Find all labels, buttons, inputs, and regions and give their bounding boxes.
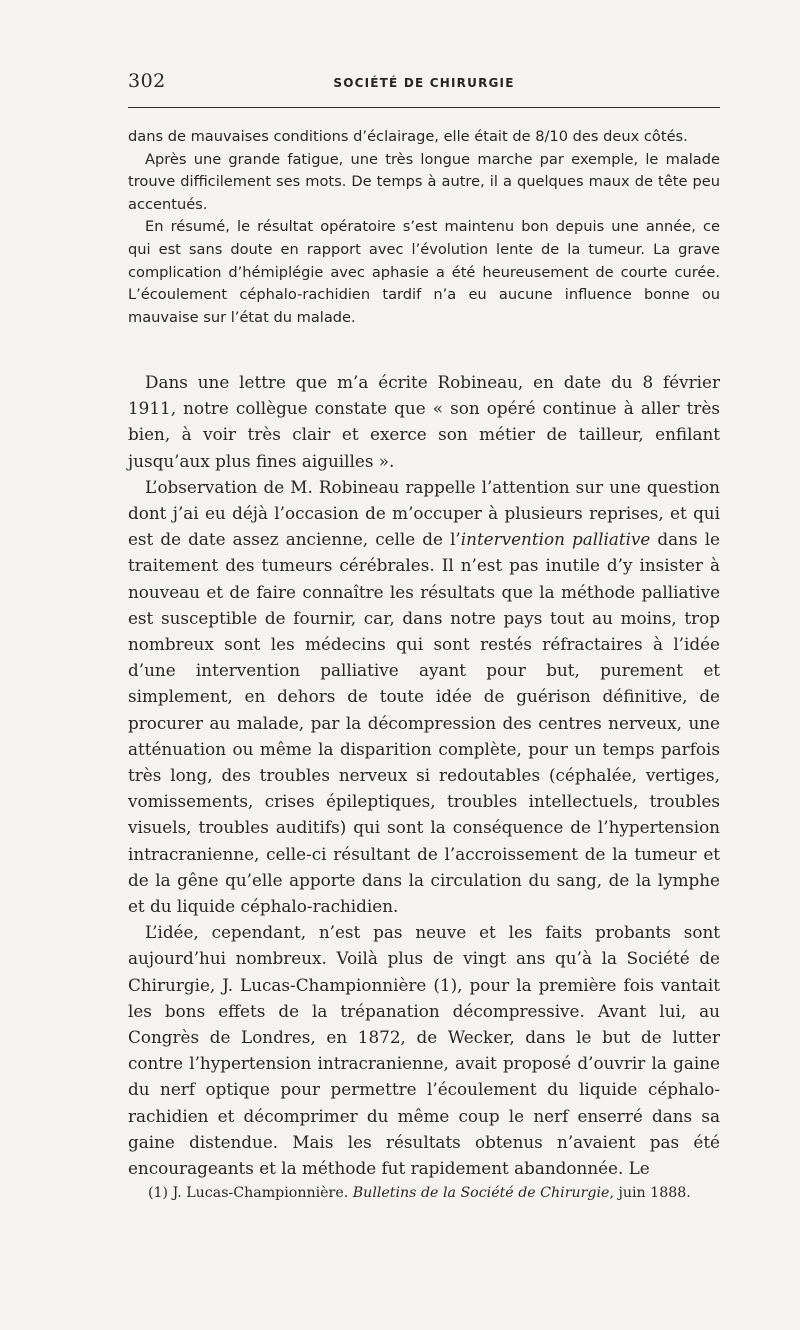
discussion-paragraph-2-end: dans le traitement des tumeurs cérébrales. Il n’est pas inutile d’y insister à nouveau et de faire connaître les résultats que la méthode palliative est susceptible de fournir, car, dans notre pays tout au moins, trop nombreux sont les médecins qui sont restés réfractaires à l’idée d’une intervention palliative ayant pour but, purement et simplement, en dehors de toute idée de guérison définitive, de procurer au malade, par la décompression des centres nerveux, une atténuation ou même la disparition complète, pour un temps parfois très long, des troubles nerveux si redoutables (céphalée, vertiges, vomissements, crises épileptiques, troubles intellectuels, troubles visuels, troubles auditifs) qui sont la conséquence de l’hypertension intracranienne, celle-ci résultant de l’accroissement de la tumeur et de la gêne qu’elle apporte dans la circulation du sang, de la lymphe et du liquide céphalo-rachidien. xyxy=(128,529,720,917)
italic-term: intervention palliative xyxy=(460,529,651,550)
footnote-date: , juin 1888. xyxy=(609,1185,691,1201)
footnote-publication: Bulletins de la Société de Chirurgie xyxy=(352,1185,610,1201)
discussion-paragraph-1: Dans une lettre que m’a écrite Robineau, en date du 8 février 1911, notre collègue constate que « son opéré continue à aller très bien, à voir très clair et exerce son métier de tailleur, enfilant jusqu’aux plus fines aiguilles ». xyxy=(128,372,720,471)
observation-paragraph-1: dans de mauvaises conditions d’éclairage, elle était de 8/10 des deux côtés. xyxy=(128,128,688,145)
footnote-author: J. Lucas-Championnière. xyxy=(172,1185,349,1201)
observation-paragraph-2: Après une grande fatigue, une très longue marche par exemple, le malade trouve difficilement ses mots. De temps à autre, il a quelques maux de tête peu accentués. xyxy=(128,150,720,213)
discussion-section xyxy=(128,369,720,1181)
observation-paragraph-3: En résumé, le résultat opératoire s’est maintenu bon depuis une année, ce qui est sans doute en rapport avec l’évolution lente de la tumeur. La grave complication d’hémiplégie avec aphasie a été heureusement de courte curée. L’écoulement céphalo-rachidien tardif n’a eu aucune influence bonne ou mauvaise sur l’état du malade. xyxy=(128,218,720,326)
discussion-paragraph-2-start: L’observation de M. Robineau rappelle l’attention sur une question dont j’ai eu déjà l’occasion de m’occuper à plusieurs reprises, et qui est de date assez ancienne, celle de l’ xyxy=(128,476,720,550)
observation-section xyxy=(128,126,720,329)
discussion-paragraph-3: L’idée, cependant, n’est pas neuve et les faits probants sont aujourd’hui nombreux. Voilà plus de vingt ans qu’à la Société de Chirurgie, J. Lucas-Championnière (1), pour la première fois vantait les bons effets de la trépanation décompressive. Avant lui, au Congrès de Londres, en 1872, de Wecker, dans le but de lutter contre l’hypertension intracranienne, avait proposé d’ouvrir la gaine du nerf optique pour permettre l’écoulement du liquide céphalo-rachidien et décomprimer du même coup le nerf enserré dans sa gaine distendue. Mais les résultats obtenus n’avaient pas été encourageants et la méthode fut rapidement abandonnée. Le xyxy=(128,922,720,1179)
footnote-marker: (1) xyxy=(148,1185,169,1201)
page-header xyxy=(128,70,720,100)
footnote xyxy=(148,1183,720,1203)
discussion-paragraph-2 xyxy=(128,474,720,919)
page-number: 302 xyxy=(128,70,166,92)
running-title: SOCIÉTÉ DE CHIRURGIE xyxy=(333,76,515,90)
header-rule xyxy=(128,107,720,108)
